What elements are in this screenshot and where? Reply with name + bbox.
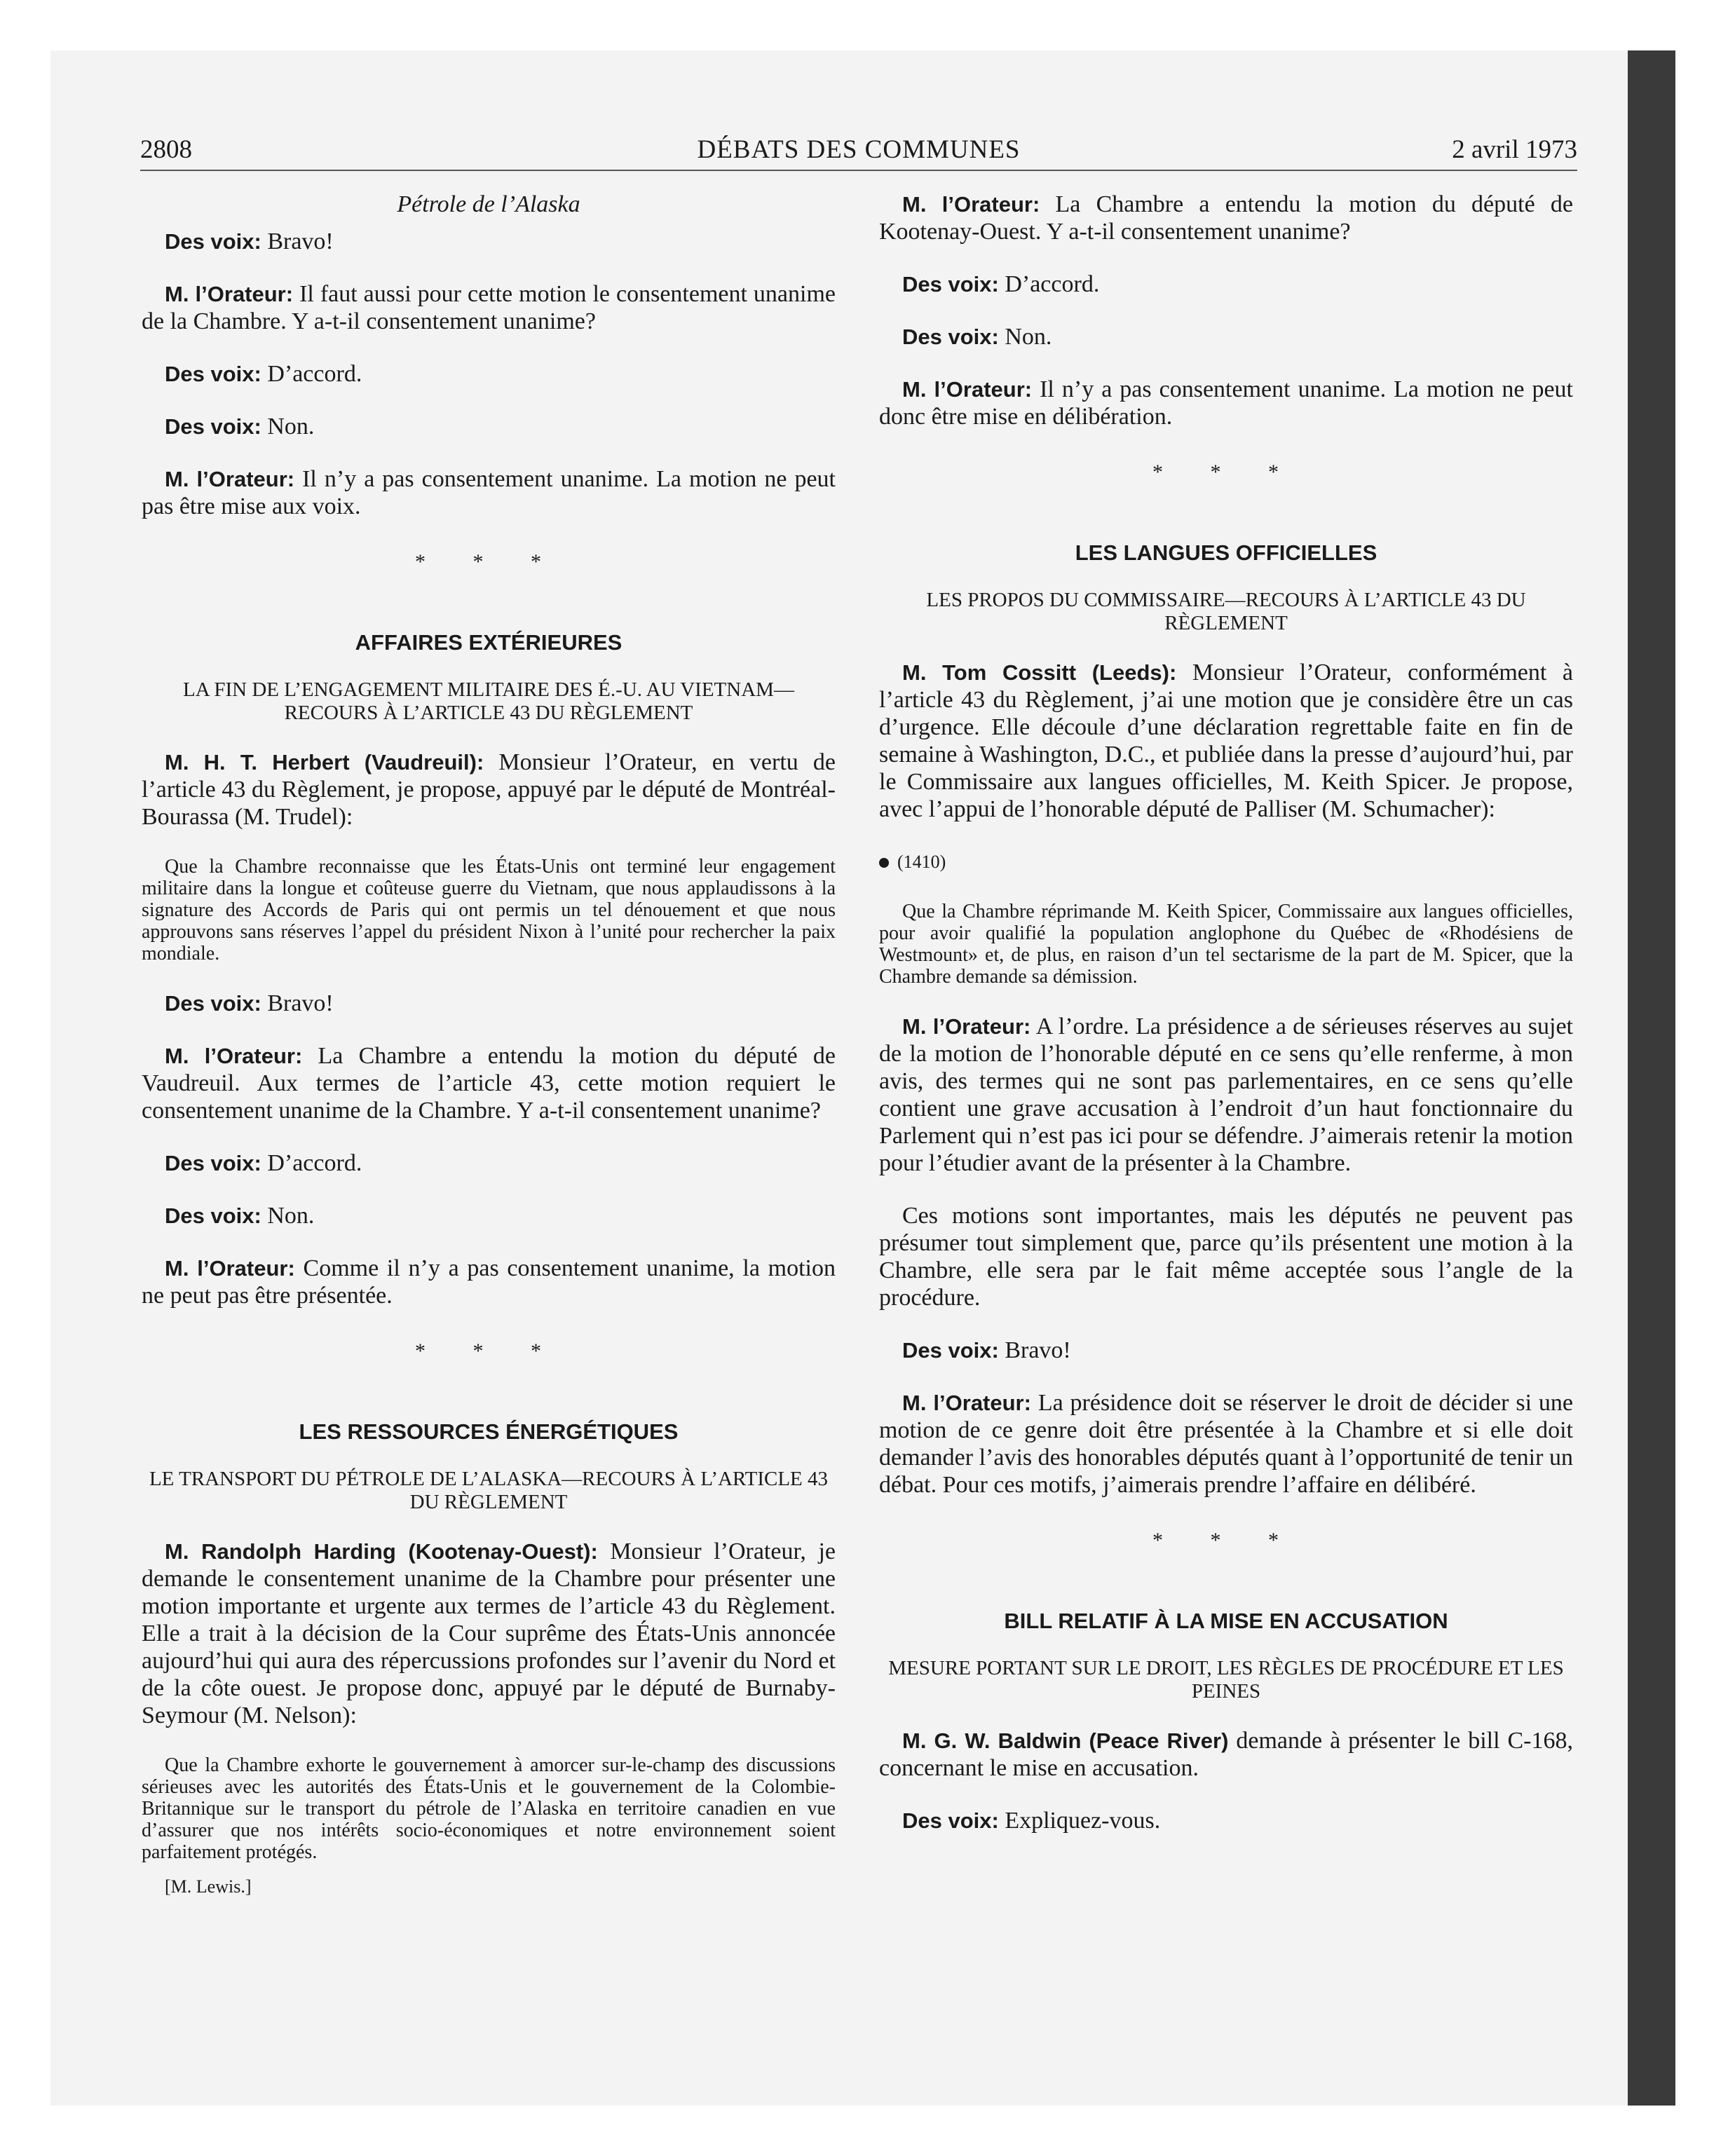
speaker: M. l’Orateur: — [902, 1014, 1031, 1039]
speech: D’accord. — [261, 361, 362, 387]
speech: La Chambre a entendu la motion du député de Kootenay-Ouest. Y a-t-il consentement unanime? — [879, 191, 1573, 245]
speaker: M. l’Orateur: — [165, 282, 294, 306]
speech: Comme il n’y a pas consentement unanime, la motion ne peut pas être présentée. — [142, 1255, 836, 1309]
speech: Il n’y a pas consentement unanime. La motion ne peut donc être mise en délibération. — [879, 376, 1573, 430]
speech: Monsieur l’Orateur, conformément à l’article 43 du Règlement, j’ai une motion que je considère être un cas d’urgence. Elle découle d’une déclaration regrettable faite en fin de semaine à Washington, D.C., et publiée dans la presse d’aujourd’hui, par le Commissaire aux langues officielles, M. Keith Spicer. Je propose, avec l’appui de l’honorable député de Palliser (M. Schumacher): — [879, 660, 1573, 822]
speech: Monsieur l’Orateur, je demande le consentement unanime de la Chambre pour présenter une motion importante et urgente aux termes de l’article 43 du Règlement. Elle a trait à la décision de la Cour suprême des États-Unis annoncée aujourd’hui qui aura des répercussions profondes sur l’avenir du Nord et de la côte ouest. Je propose donc, appuyé par le député de Burnaby-Seymour (M. Nelson): — [142, 1538, 836, 1728]
speaker: Des voix: — [165, 1203, 261, 1228]
speech: Il faut aussi pour cette motion le consentement unanime de la Chambre. Y a-t-il consentement unanime? — [142, 281, 836, 334]
binding-edge — [1628, 50, 1675, 2106]
speaker: M. Randolph Harding (Kootenay-Ouest): — [165, 1539, 598, 1564]
speech: Non. — [261, 414, 315, 439]
speech: Bravo! — [998, 1337, 1071, 1363]
speaker: M. Tom Cossitt (Leeds): — [902, 660, 1177, 685]
speech: Bravo! — [261, 990, 334, 1016]
speaker: Des voix: — [165, 991, 261, 1016]
speaker: M. l’Orateur: — [902, 377, 1033, 402]
speaker: Des voix: — [902, 325, 999, 349]
speaker: M. l’Orateur: — [902, 192, 1040, 217]
paragraph — [879, 1337, 1573, 1364]
section-heading: AFFAIRES EXTÉRIEURES — [355, 630, 622, 655]
speech: Expliquez-vous. — [998, 1808, 1161, 1834]
paragraph — [879, 1727, 1573, 1782]
speaker: M. l’Orateur: — [165, 1044, 303, 1068]
paragraph — [879, 1013, 1573, 1177]
time-marker — [879, 848, 1573, 875]
paragraph — [879, 271, 1573, 298]
speaker-attribution: [M. Lewis.] — [165, 1876, 252, 1897]
paragraph — [142, 1042, 836, 1124]
speech: A l’ordre. La présidence a de sérieuses réserves au sujet de la motion de l’honorable député en ce sens qu’elle renferme, à mon avis, des termes qui ne sont pas parlementaires, en ce sens qu’elle contient une grave accusation à l’endroit d’un haut fonctionnaire du Parlement qui n’est pas ici pour se défendre. J’aimerais retenir la motion pour l’étudier avant de la présenter à la Chambre. — [879, 1014, 1573, 1176]
section-separator: * * * — [415, 550, 562, 573]
speech: Il n’y a pas consentement unanime. La motion ne peut pas être mise aux voix. — [142, 466, 836, 519]
paragraph — [142, 1149, 836, 1177]
left-column — [142, 191, 836, 1900]
paragraph — [142, 360, 836, 388]
section-separator: * * * — [1152, 460, 1300, 484]
speech: La Chambre a entendu la motion du député de Vaudreuil. Aux termes de l’article 43, cette motion requiert le consentement unanime de la Chambre. Y a-t-il consentement unanime? — [142, 1043, 836, 1124]
right-column — [879, 191, 1573, 1860]
speech: Non. — [261, 1203, 315, 1229]
paragraph — [879, 191, 1573, 245]
paragraph — [142, 280, 836, 335]
paragraph — [142, 1538, 836, 1729]
paragraph — [879, 1807, 1573, 1834]
paragraph — [879, 1389, 1573, 1499]
paragraph — [142, 465, 836, 520]
section-separator: * * * — [1152, 1529, 1300, 1552]
speaker: Des voix: — [165, 229, 261, 254]
page-header — [140, 135, 1577, 171]
speech: demande à présenter le bill C-168, concernant le mise en accusation. — [879, 1728, 1573, 1781]
page-number: 2808 — [140, 135, 192, 164]
section-heading: LES LANGUES OFFICIELLES — [1075, 540, 1377, 565]
speech: D’accord. — [261, 1150, 362, 1176]
motion-quote: Que la Chambre réprimande M. Keith Spicer, Commissaire aux langues officielles, pour avoir qualifié la population anglophone du Québec de «Rhodésiens de Westmount» et, de plus, en raison d’un tel sectarisme de la part de M. Spicer, que la Chambre demande sa démission. — [879, 901, 1573, 988]
section-subheading: LES PROPOS DU COMMISSAIRE—RECOURS À L’ARTICLE 43 DU RÈGLEMENT — [926, 589, 1526, 634]
paragraph — [142, 1202, 836, 1229]
speaker: Des voix: — [902, 272, 999, 296]
speaker: Des voix: — [902, 1808, 999, 1833]
section-subheading: MESURE PORTANT SUR LE DROIT, LES RÈGLES DE PROCÉDURE ET LES PEINES — [888, 1657, 1564, 1703]
section-heading: BILL RELATIF À LA MISE EN ACCUSATION — [1004, 1609, 1448, 1633]
paragraph — [879, 659, 1573, 823]
speaker: M. G. W. Baldwin (Peace River) — [902, 1728, 1229, 1753]
speaker: M. H. T. Herbert (Vaudreuil): — [165, 750, 484, 775]
paragraph — [142, 413, 836, 440]
paragraph — [142, 990, 836, 1017]
running-subtitle: Pétrole de l’Alaska — [397, 191, 580, 217]
section-heading: LES RESSOURCES ÉNERGÉTIQUES — [299, 1419, 679, 1444]
paragraph: Ces motions sont importantes, mais les députés ne peuvent pas présumer tout simplement que, parce qu’ils présentent une motion à la Chambre, elle sera par le fait même acceptée sous l’angle de la procédure. — [879, 1203, 1573, 1311]
speaker: M. l’Orateur: — [165, 1256, 295, 1281]
section-subheading: LE TRANSPORT DU PÉTROLE DE L’ALASKA—RECOURS À L’ARTICLE 43 DU RÈGLEMENT — [149, 1468, 829, 1513]
bullet-icon — [879, 858, 889, 868]
paragraph — [142, 749, 836, 831]
speaker: Des voix: — [165, 1151, 261, 1175]
speech: Monsieur l’Orateur, en vertu de l’article 43 du Règlement, je propose, appuyé par le député de Montréal-Bourassa (M. Trudel): — [142, 749, 836, 830]
section-subheading: LA FIN DE L’ENGAGEMENT MILITAIRE DES É.-U. AU VIETNAM—RECOURS À L’ARTICLE 43 DU RÈGLEMENT — [183, 678, 794, 724]
speaker: M. l’Orateur: — [902, 1391, 1031, 1415]
speech: D’accord. — [998, 271, 1100, 297]
speaker: Des voix: — [165, 362, 261, 386]
motion-quote: Que la Chambre reconnaisse que les États-Unis ont terminé leur engagement militaire dans la longue et coûteuse guerre du Vietnam, que nous applaudissons à la signature des Accords de Paris qui ont permis un tel dénouement et que nous approuvons sans réserves l’appel du président Nixon à l’unité pour rechercher la paix mondiale. — [142, 856, 836, 964]
speaker: M. l’Orateur: — [165, 467, 295, 491]
section-separator: * * * — [415, 1339, 562, 1363]
speech: Bravo! — [261, 228, 334, 254]
paragraph — [879, 323, 1573, 350]
time-marker-label: (1410) — [897, 852, 946, 872]
speech: La présidence doit se réserver le droit de décider si une motion de ce genre doit être présentée à la Chambre et si elle doit demander l’avis des honorables députés quant à l’opportunité de tenir un débat. Pour ces motifs, j’aimerais prendre l’affaire en délibéré. — [879, 1390, 1573, 1498]
page-date: 2 avril 1973 — [1452, 135, 1577, 164]
paragraph — [879, 376, 1573, 430]
speaker: Des voix: — [165, 414, 261, 439]
speaker: Des voix: — [902, 1338, 999, 1363]
paragraph — [142, 228, 836, 255]
paragraph — [142, 1255, 836, 1309]
speech: Non. — [998, 324, 1052, 350]
publication-title: DÉBATS DES COMMUNES — [697, 135, 1021, 164]
motion-quote: Que la Chambre exhorte le gouvernement à amorcer sur-le-champ des discussions sérieuses avec les autorités des États-Unis et le gouvernement de la Colombie-Britannique sur le transport du pétrole de l’Alaska en territoire canadien en vue d’assurer que nos intérêts socio-économiques et notre environnement soient parfaitement protégés. — [142, 1754, 836, 1863]
